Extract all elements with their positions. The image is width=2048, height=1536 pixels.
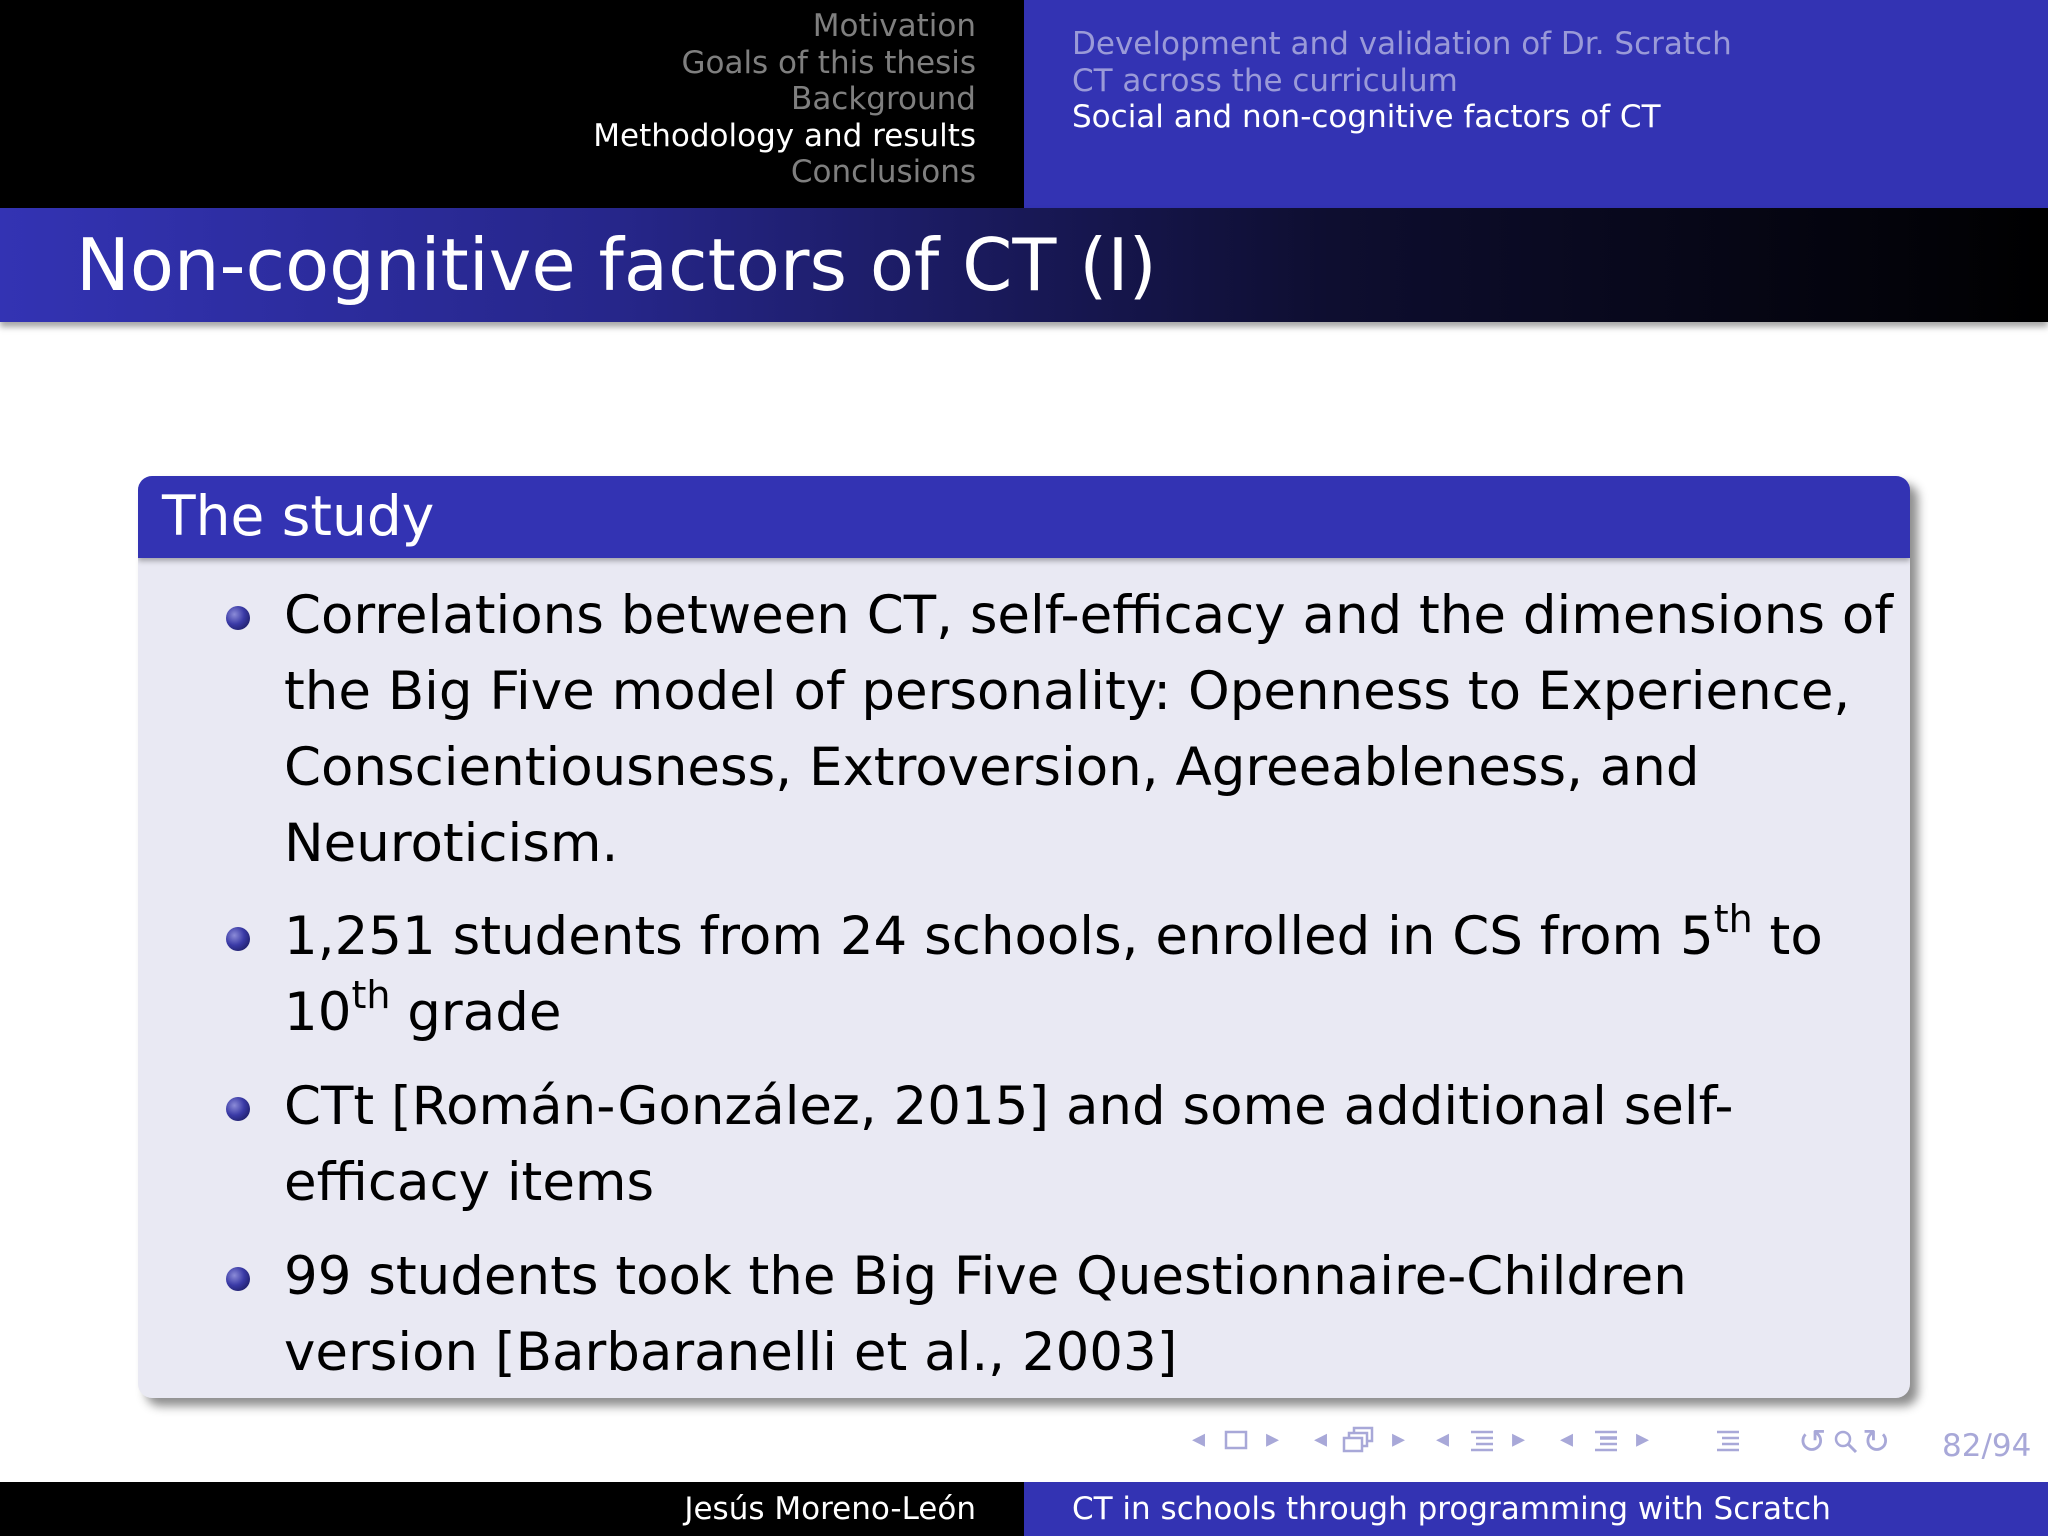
- list-item: [284, 1069, 1894, 1221]
- footer-bar: [0, 1482, 2048, 1536]
- frame-title-bar: [0, 208, 2048, 322]
- frame-icon[interactable]: [1224, 1428, 1248, 1458]
- toc-icon[interactable]: [1714, 1428, 1742, 1461]
- next-section-arrow-icon[interactable]: ▸: [1512, 1424, 1526, 1454]
- next-frame-arrow-icon[interactable]: ▸: [1266, 1424, 1280, 1454]
- nav-section-methodology[interactable]: Methodology and results: [593, 117, 976, 154]
- prev-section-arrow-icon[interactable]: ◂: [1436, 1424, 1450, 1454]
- navigation-symbols: [1186, 1424, 1896, 1460]
- bullet-icon: [226, 1267, 250, 1291]
- list-item-text-part: to 10: [284, 906, 1823, 1043]
- bullet-icon: [226, 606, 250, 630]
- section-icon[interactable]: [1468, 1428, 1496, 1461]
- block-title: The study: [138, 476, 1910, 558]
- nav-section-background[interactable]: Background: [791, 81, 976, 118]
- document-icon[interactable]: [1592, 1428, 1620, 1461]
- bullet-icon: [226, 927, 250, 951]
- list-item-text: CTt [Román-González, 2015] and some additional self-efficacy items: [284, 1076, 1734, 1213]
- slide-title: Non-cognitive factors of CT (I): [76, 223, 1157, 307]
- nav-section-conclusions[interactable]: Conclusions: [790, 154, 976, 191]
- list-item-text: 99 students took the Big Five Questionnaire-Children version [Barbaranelli et al., 2003]: [284, 1246, 1687, 1383]
- subsection-navigation: [1024, 0, 2048, 208]
- nav-section-motivation[interactable]: Motivation: [812, 8, 976, 44]
- top-navigation-bar: [0, 0, 2048, 208]
- search-icon[interactable]: [1832, 1428, 1860, 1463]
- page-number: 82/94: [1942, 1428, 2032, 1464]
- nav-subsection-ct-curriculum[interactable]: CT across the curriculum: [1072, 62, 1458, 99]
- prev-subsection-arrow-icon[interactable]: ◂: [1314, 1424, 1328, 1454]
- study-block: [138, 476, 1910, 1398]
- back-icon[interactable]: ↺: [1798, 1422, 1827, 1462]
- nav-subsection-social-factors[interactable]: Social and non-cognitive factors of CT: [1072, 99, 1661, 136]
- subsection-icon[interactable]: [1342, 1426, 1376, 1461]
- superscript-ordinal: th: [1713, 897, 1753, 941]
- next-subsection-arrow-icon[interactable]: ▸: [1392, 1424, 1406, 1454]
- prev-frame-arrow-icon[interactable]: ◂: [1192, 1424, 1206, 1454]
- next-document-arrow-icon[interactable]: ▸: [1636, 1424, 1650, 1454]
- list-item: [284, 899, 1894, 1051]
- footer-author: Jesús Moreno-León: [0, 1482, 1024, 1536]
- prev-document-arrow-icon[interactable]: ◂: [1560, 1424, 1574, 1454]
- list-item-text-part: 1,251 students from 24 schools, enrolled in CS from 5: [284, 906, 1714, 967]
- nav-section-goals[interactable]: Goals of this thesis: [681, 44, 976, 81]
- list-item-text-part: grade: [390, 982, 562, 1043]
- section-navigation: [0, 0, 1024, 208]
- forward-icon[interactable]: ↻: [1862, 1422, 1891, 1462]
- list-item: [284, 578, 1894, 882]
- superscript-ordinal: th: [351, 973, 391, 1017]
- footer-title: CT in schools through programming with Scratch: [1024, 1482, 2048, 1536]
- list-item: [284, 1239, 1894, 1391]
- list-item-text: Correlations between CT, self-efficacy and the dimensions of the Big Five model of personality: Openness to Experience, Conscientiousness, Extroversion, Agreeableness, and Neuroticism.: [284, 585, 1893, 874]
- bullet-icon: [226, 1097, 250, 1121]
- nav-subsection-dr-scratch[interactable]: Development and validation of Dr. Scratch: [1072, 26, 1732, 62]
